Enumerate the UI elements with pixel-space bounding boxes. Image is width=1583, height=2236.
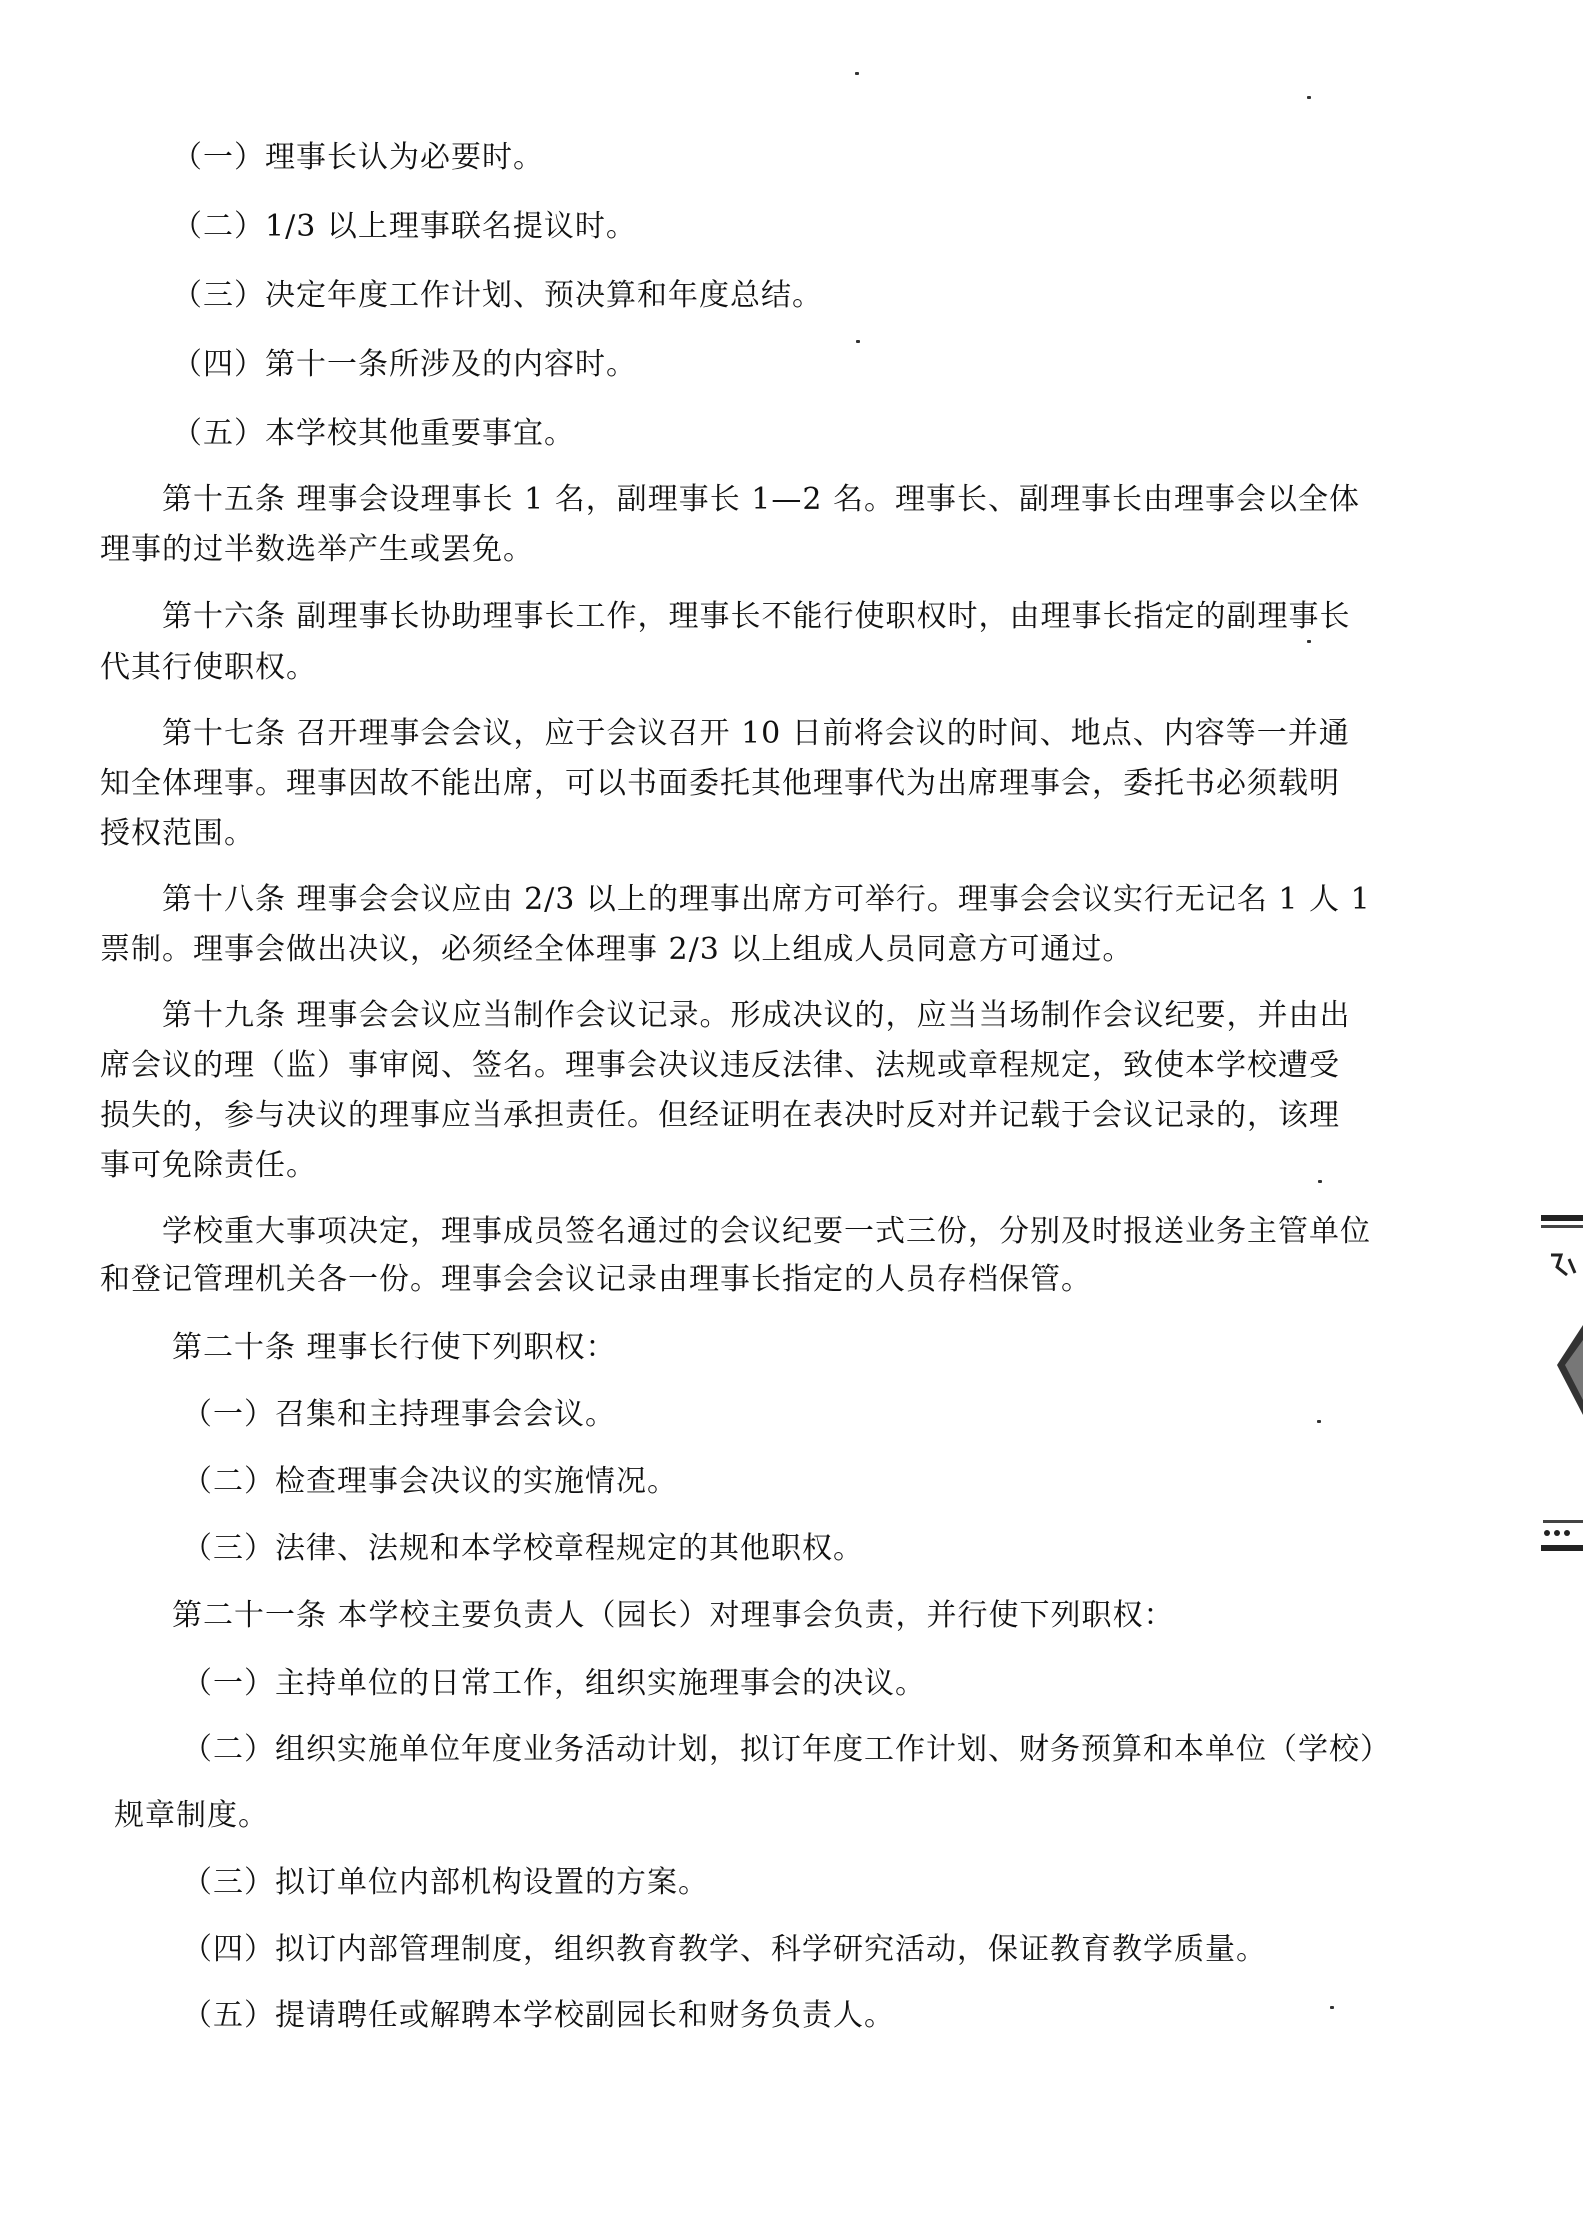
clause-item-4: （四）第十一条所涉及的内容时。 [172,347,637,382]
scan-speck [856,340,860,343]
meeting-minutes-line-2: 和登记管理机关各一份。理事会会议记录由理事长指定的人员存档保管。 [100,1262,1092,1297]
article-15-line-2: 理事的过半数选举产生或罢免。 [100,532,534,567]
article-20-item-3: （三）法律、法规和本学校章程规定的其他职权。 [182,1531,864,1566]
article-17-line-1: 第十七条 召开理事会会议，应于会议召开 10 日前将会议的时间、地点、内容等一并通 [162,716,1350,751]
article-19-line-3: 损失的，参与决议的理事应当承担责任。但经证明在表决时反对并记载于会议记录的，该理 [100,1098,1340,1133]
clause-item-1: （一）理事长认为必要时。 [172,140,544,175]
clause-item-2: （二）1/3 以上理事联名提议时。 [172,209,637,244]
scan-speck [1318,1180,1322,1183]
article-18-line-1: 第十八条 理事会会议应由 2/3 以上的理事出席方可举行。理事会会议实行无记名 1 人 1 [162,882,1371,917]
scan-speck [855,72,859,75]
article-16-line-2: 代其行使职权。 [100,650,317,685]
article-18-line-2: 票制。理事会做出决议，必须经全体理事 2/3 以上组成人员同意方可通过。 [100,932,1134,967]
scan-speck [1307,96,1311,99]
clause-item-3: （三）决定年度工作计划、预决算和年度总结。 [172,278,823,313]
article-15-line-1: 第十五条 理事会设理事长 1 名，副理事长 1—2 名。理事长、副理事长由理事会以全体 [162,482,1360,517]
scan-speck [1317,1420,1321,1423]
article-17-line-3: 授权范围。 [100,816,255,851]
scan-speck [1330,2006,1334,2009]
article-19-line-1: 第十九条 理事会会议应当制作会议记录。形成决议的，应当当场制作会议纪要，并由出 [162,998,1351,1033]
seal-fragment-icon [1537,1215,1583,1555]
article-17-line-2: 知全体理事。理事因故不能出席，可以书面委托其他理事代为出席理事会，委托书必须载明 [100,766,1340,801]
article-19-line-2: 席会议的理（监）事审阅、签名。理事会决议违反法律、法规或章程规定，致使本学校遭受 [100,1048,1340,1083]
article-21-item-2-line-2: 规章制度。 [114,1798,269,1833]
article-21-item-5: （五）提请聘任或解聘本学校副园长和财务负责人。 [182,1998,895,2033]
article-20-heading: 第二十条 理事长行使下列职权： [172,1330,617,1365]
article-21-item-2-line-1: （二）组织实施单位年度业务活动计划，拟订年度工作计划、财务预算和本单位（学校） [182,1732,1391,1767]
article-20-item-2: （二）检查理事会决议的实施情况。 [182,1464,678,1499]
scan-speck [1307,640,1311,643]
article-16-line-1: 第十六条 副理事长协助理事长工作，理事长不能行使职权时，由理事长指定的副理事长 [162,599,1351,634]
article-21-item-1: （一）主持单位的日常工作，组织实施理事会的决议。 [182,1666,926,1701]
article-21-item-3: （三）拟订单位内部机构设置的方案。 [182,1865,709,1900]
article-21-heading: 第二十一条 本学校主要负责人（园长）对理事会负责，并行使下列职权： [172,1598,1175,1633]
article-19-line-4: 事可免除责任。 [100,1148,317,1183]
article-21-item-4: （四）拟订内部管理制度，组织教育教学、科学研究活动，保证教育教学质量。 [182,1932,1267,1967]
meeting-minutes-line-1: 学校重大事项决定，理事成员签名通过的会议纪要一式三份，分别及时报送业务主管单位 [162,1214,1371,1249]
article-20-item-1: （一）召集和主持理事会会议。 [182,1397,616,1432]
clause-item-5: （五）本学校其他重要事宜。 [172,416,575,451]
